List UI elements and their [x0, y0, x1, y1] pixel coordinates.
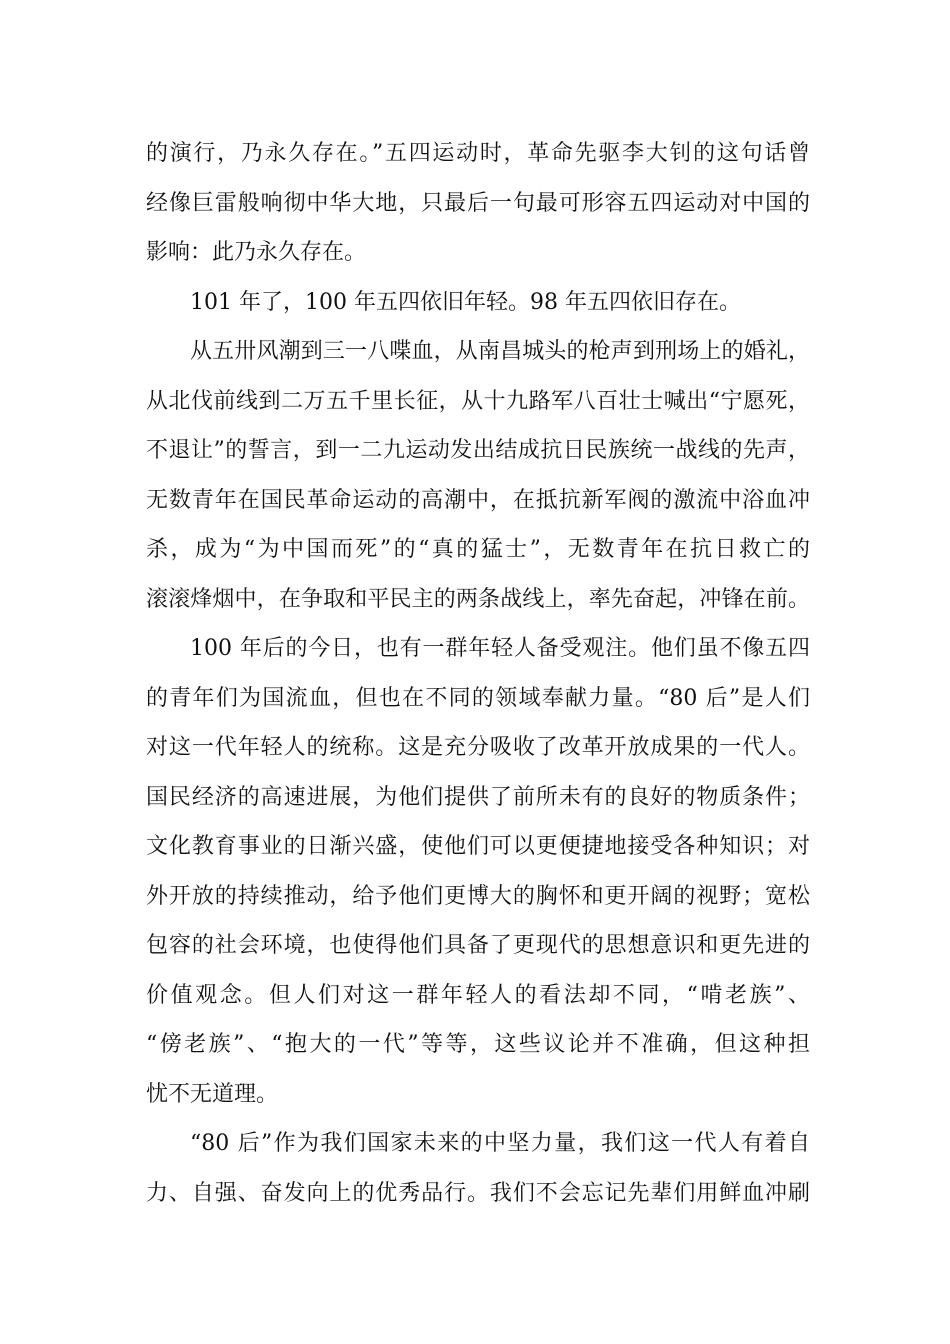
- paragraph-1: [146, 129, 810, 278]
- text-line: 杀，成为“为中国而死”的“真的猛士”，无数青年在抗日救亡的: [146, 537, 810, 562]
- text-line: 对这一代年轻人的统称。这是充分吸收了改革开放成果的一代人。: [146, 735, 810, 760]
- text-line: 的演行，乃永久存在。”五四运动时，革命先驱李大钊的这句话曾: [146, 141, 810, 166]
- text-line: 的青年们为国流血，但也在不同的领域奉献力量。“80 后”是人们: [146, 685, 810, 711]
- text-line: 力、自强、奋发向上的优秀品行。我们不会忘记先辈们用鲜血冲刷: [146, 1180, 810, 1206]
- text-line: 不退让”的誓言，到一二九运动发出结成抗日民族统一战线的先声，: [146, 438, 810, 463]
- text-line: 经像巨雷般响彻中华大地，只最后一句最可形容五四运动对中国的: [146, 190, 810, 216]
- paragraph-3: [146, 327, 810, 624]
- text-line: 文化教育事业的日渐兴盛，使他们可以更便捷地接受各种知识；对: [146, 834, 810, 859]
- text-line: 价值观念。但人们对这一群年轻人的看法却不同，“啃老族”、: [146, 982, 810, 1008]
- text-line: “傍老族”、“抱大的一代”等等，这些议论并不准确，但这种担: [146, 1032, 810, 1057]
- text-line: 从北伐前线到二万五千里长征，从十九路军八百壮士喊出“宁愿死，: [146, 388, 810, 414]
- text-line: 无数青年在国民革命运动的高潮中，在抵抗新军阀的激流中浴血冲: [146, 487, 810, 513]
- paragraph-5: [146, 1119, 810, 1218]
- text-line: 国民经济的高速进展，为他们提供了前所未有的良好的物质条件；: [146, 784, 810, 810]
- text-line: 影响：此乃永久存在。: [146, 240, 367, 265]
- text-line: 100 年后的今日，也有一群年轻人备受观注。他们虽不像五四: [190, 636, 810, 661]
- paragraph-4: [146, 624, 810, 1119]
- text-line: 忧不无道理。: [146, 1081, 279, 1107]
- text-line: “80 后”作为我们国家未来的中坚力量，我们这一代人有着自: [190, 1131, 810, 1156]
- text-line: 滚滚烽烟中，在争取和平民主的两条战线上，率先奋起，冲锋在前。: [146, 586, 810, 612]
- text-line: 包容的社会环境，也使得他们具备了更现代的思想意识和更先进的: [146, 933, 810, 958]
- text-line: 从五卅风潮到三一八喋血，从南昌城头的枪声到刑场上的婚礼，: [190, 339, 810, 364]
- text-line: 101 年了，100 年五四依旧年轻。98 年五四依旧存在。: [190, 289, 741, 315]
- body-text: [146, 129, 810, 1218]
- text-line: 外开放的持续推动，给予他们更博大的胸怀和更开阔的视野；宽松: [146, 883, 810, 909]
- paragraph-2: [146, 278, 810, 328]
